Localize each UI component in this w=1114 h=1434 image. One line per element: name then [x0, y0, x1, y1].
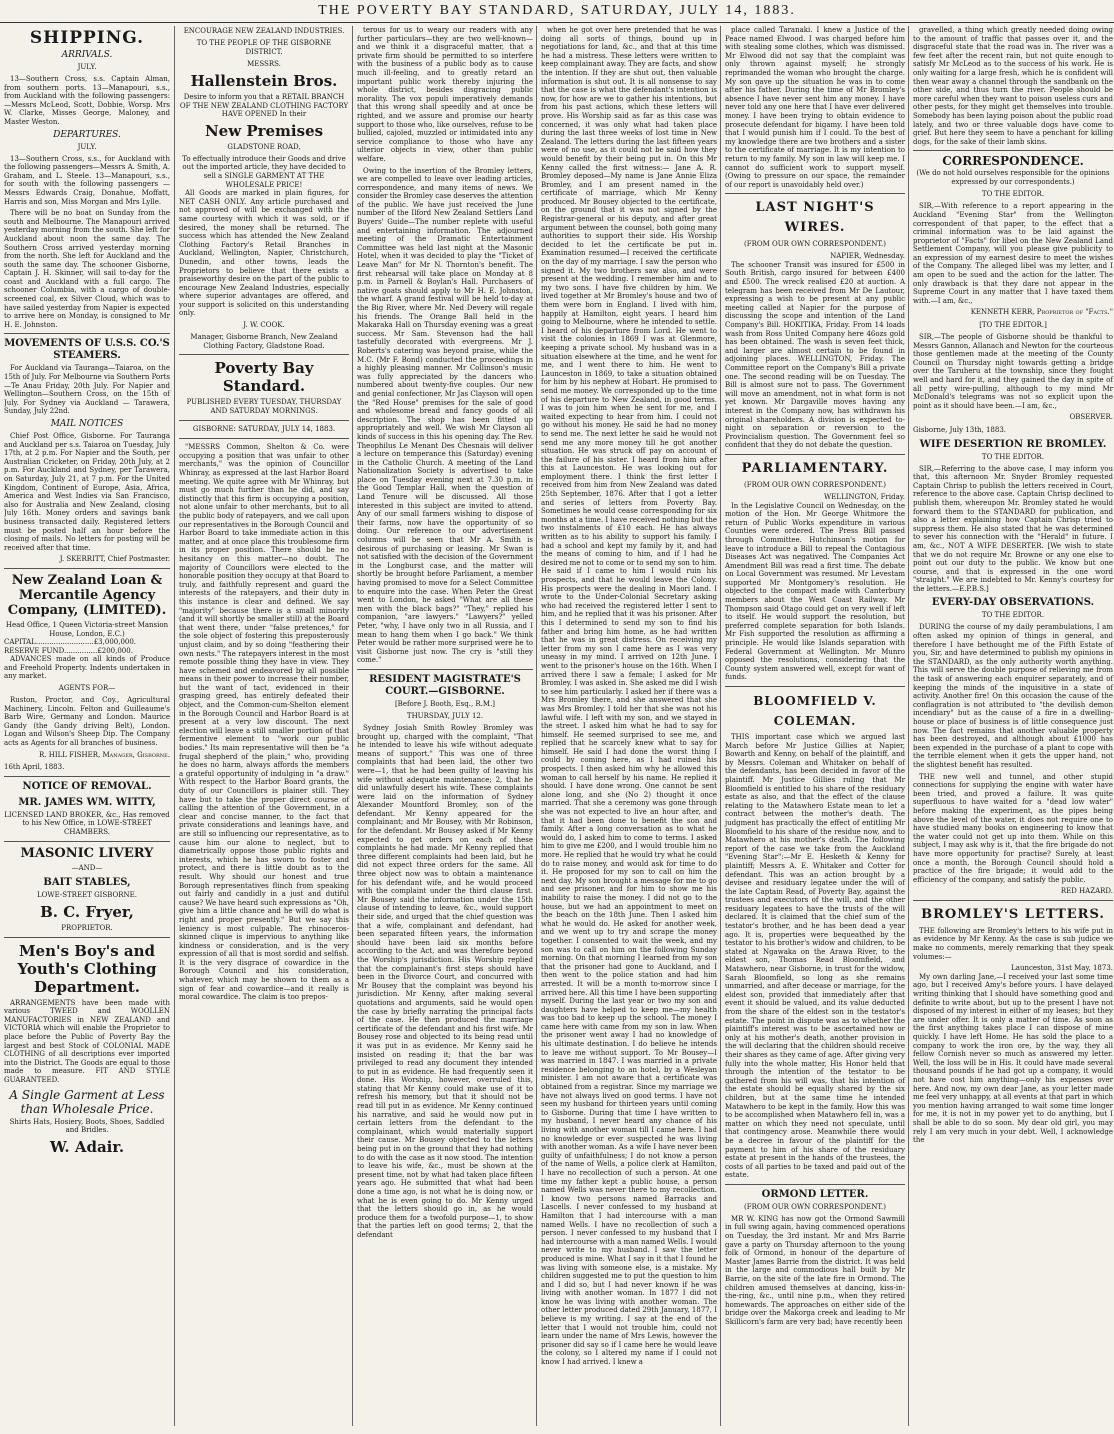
column-3 [352, 26, 537, 1426]
lnw-napier: NAPIER, Wednesday. [830, 252, 905, 261]
masonic-location: LOWE-STREET GISBORNE. [37, 890, 137, 899]
masonic-heading: MASONIC LIVERY [20, 845, 154, 861]
single-garment-heading: A Single Garment at Less than Wholesale Price. [9, 1087, 165, 1116]
postmaster: J. SKERRITT, Chief Postmaster. [59, 555, 170, 564]
editorial-continued: terous for us to weary our readers with any further particulars—they are two well-known—and we think it a disgraceful matter, that a private firm should be permitted to so interfere with the business of a public body as to cause much ill-feeling, and to greatly retard an important public work thereby injuring the whole district, besides disgracing public morality. The vox populi imperatively demands that this wrong shall speedily and at once be righted, and we assure and promise our hearty support to those who, like ourselves, refuse to be bullied, cajoled, muzzled or intimidated into any service compliance to those who have any ulterior objects in view, other than public welfare. [357, 26, 533, 163]
pbs-publication: PUBLISHED EVERY TUESDAY, THURSDAY AND SATURDAY MORNINGS. [186, 398, 342, 416]
corr2-signature: OBSERVER. [1069, 413, 1113, 422]
rm-court-heading: RESIDENT MAGISTRATE'S COURT.—GISBORNE. [369, 673, 521, 697]
divider [4, 568, 170, 569]
divider [179, 354, 349, 355]
adair-signature: W. Adair. [49, 1137, 125, 1156]
divider [913, 900, 1113, 901]
encourage-heading: ENCOURAGE NEW ZEALAND INDUSTRIES. [183, 27, 345, 35]
last-nights-wires-heading: LAST NIGHT'S WIRES. [755, 200, 875, 236]
mens-text: ARRANGEMENTS have been made with various TWEED and WOOLLEN MANUFACTORIES in NEW ZEALAND and VICTORIA which will enable the Proprietor to place before the Public of Poverty Bay the largest and best Stock of COLONIAL MADE CLOTHING of all descriptions ever imported into the District. The Goods are equal to those made to measure. FIT AND STYLE GUARANTEED. [4, 998, 170, 1084]
divider [357, 669, 533, 670]
news-items: Owing to the insertion of the Bromley letters, we are compelled to leave over leading articles, correspondence, and many items of news. We consider the Bromley case deserves the attention of the public. We have just received the June number of the Ilford New Zealand Settlers Land Buyers' Guide—The number replete with useful and entertaining information. The adjourned meeting of the Dramatic Entertainment Committee was held last night at the Masonic Hotel, when it was decided to play the "Ticket of Leave Man" for Mr N. Thornton's benefit. The first rehearsal will take place on Monday at 8 p.m. in Parnell & Boylan's Hall. Purchasers of native goats should apply to Mr H. E. Johnston, the wharf. A grand festival will be held to-day at the Big River, where Mr. Ned Devery will regale his friends. The Orange Ball held in the Makaraka Hall on Thursday evening was a great success. Mr Sam. Stevenson had the hall tastefully decorated with evergreens. Mr J. Roberts's catering was beyond praise, while the M.C. (Mr F. Bond) conducted the proceedings in a highly pleasing manner. Mr Collinson's music was fully appreciated by the dancers who numbered about twenty-five couples. Our new and genial confectioner, Mr Jas Clayson will open the "Red House" premises for the sale of good and wholesome bread and fancy goods of all description. The shop has been fitted up appropriately and well. We wish Mr Clayson all kinds of success in this his opening day. The Rev. Theophilus Le Menant Des Chesnais will deliver a lecture on temperance this (Saturday) evening in the Catholic Church. A meeting of the Land Nationalization Society is advertised to take place on Tuesday evening next at 7.30 p.m. in the Good Templar Hall, when the question of Land Tenure will be discussed. All those interested in this subject are invited to attend. Any of our small farmers wishing to dispose of their farms, now have the opportunity of so doing. Our reference to our advertisement columns will be seen that Mr A. Smith is desirous of purchasing or leasing. Mr Swan is not satisfied with the decision of the Government in the Longburst case, and the matter will shortly be brought before Parliament, a member having promised to move for a Select Committee to enquire into the case. When Peter the Great went to London, he asked "What are all these men with the black bags?" "They," replied his companion, "are lawyers." "Lawyers?" yelled Peter, "why, I have only two in all Russia, and I mean to hang them when I go back." We think Peter would be rather more surprised were he to visit Gisborne just now. The cry is "still they come." [357, 166, 533, 665]
witty-heading: MR. JAMES WM. WITTY, [18, 796, 156, 808]
corr-note: (We do not hold ourselves responsible for the opinions expressed by our correspondents.) [916, 169, 1110, 187]
ormond-text: MR W. KING has now got the Ormond Sawmill in full swing again, having commenced operations on Tuesday, the 3rd instant. Mr and Mrs Barrie gave a party on Thursday afternoon to the young folk of Ormond, in honour of the departure of Master James Barrie from the district. It was held in the large and commodious hall built by Mr Barrie, on the site of the late fire in Ormond. The children amused themselves at dancing, kiss-in-the-ring, &c., until nine p.m., when they retired homewards. The approaches on either side of the bridge over the Makorga creek and leading to Mr Skillicorn's farm are very bad; have recently been [725, 1214, 905, 1326]
nzloan-text: ADVANCES made on all kinds of Produce and Freehold Property. Indents undertaken in any market. [4, 655, 170, 681]
everyday-heading: EVERY-DAY OBSERVATIONS. [931, 597, 1095, 609]
capital-line: CAPITAL..........................£3,000,000. [4, 638, 137, 647]
bait-stables: BAIT STABLES, [43, 876, 131, 888]
arrivals-text: 13—Southern Cross, s.s. Captain Alman, from southern ports. 13—Manapouri, s.s., from Auckland with the following passengers:—Messrs McLeod, Scott, Dobbie, Worsp. Mrs W. Clarke, Misses George, Maloney, and Master Weston. [4, 75, 170, 126]
nzloan-office: Head Office, 1 Queen Victoria-street Mansion House, London, E.C.) [5, 620, 169, 638]
hazard-signature: RED HAZARD. [1060, 887, 1113, 896]
bloomfield-text: THIS important case which we argued last March before Mr Justice Gillies at Napier, Bowarth and Kenny, on behalf of the plaintiff, and by Messrs. Coleman and Whitaker on behalf of the defendants, has been decided in favor of the plaintiff. Mr Justice Gillies ruling that Mr Bloomfield is entitled to his share of the residuary estate as also, and that the effect of the clause relating to the Matawhero Estate mean to let a contract between the mother's death. The judgment has practically the effect of entitling Mr Bloomfield to his share of the residue now, and to Matawhero at his mother's death. The following report of the case we take from the Auckland "Evening Star":—Mr E. Hesketh & Kenny for plaintiff; Messrs A. E. Whitaker and Cotter for defendant. This was an action brought by a devisee and residuary legatee under the will of the late Captain Read, of Poverty Bay, against the trustees and executors of the will, and the other residuary legatees to have the trusts of the will declared. It is claimed that the chief sum of the testator's brother, and he has been dead a year ago. It is, properties were bequeathed by the testator to his brother's widow and children, to be stated at Ngawaka on the Arawa River, to the eldest son, Thomas Read Bloomfield, and Matawhero, near Gisborne, in trust for the widow, Sarah Bloomfield, so long as she remains unmarried, and after decease or marriage, for the eldest son, provided that immediately after that event it should be valued, and its value deducted from the share of the eldest son in the testator's estate. The point in dispute was as to whether the plaintiff's interest was to be ascertained now or only at his mother's death, another provision in the will declaring that the children should receive their shares as they came of age. After giving very fully into the whole matter, His Honor held that through the intention of the testator to be gathered from his will was, that his intention of the estate should be equally shared by the six children, but at the same time he intended Matawhero to be kept in the family. How this was to be accomplished when Matawhero fell in, was a matter on which they need not speculate, until that contingency arose. Meanwhile there would be a decree in favour of the plaintiff for the payment to him of his share of the residuary estate at present in the hands of the trustees, the costs of all parties to be taxed and paid out of the estate. [725, 733, 905, 1180]
single-garment-text: Shirts Hats, Hosiery, Boots, Shoes, Saddled and Bridles. [9, 1117, 165, 1135]
lnw-text: The schooner Transit was insured for £500 in South British, cargo insured for between £400 and £500. The wreck realised £20 at auction. A telegram has been received from Mr De Lautour, expressing a wish to be present at any public meeting called at Napier for the purpose of discussing the scope and intention of the Land Company's Bill. HOKITIKA, Friday. From 14 loads wash from Ross United Company here 46ozs gold has been obtained. The wash is seven feet thick, and larger are almost certain to be found in adjoining places. WELLINGTON, Friday. The Committee report on the Company's Bill a private one. The second reading will be on Tuesday. The Bill is almost sure not to pass. The Government will move an amendment, not in what form is not yet known. Mr Dargaville moves having any interest in the Company now, has withdrawn his original shareholders. A division is expected to-night on separation or reversion to the Provincialism question. The Government feel so confident that they do not debate the question. [725, 260, 905, 450]
arrivals-heading: ARRIVALS. [61, 50, 113, 60]
shipping-heading: SHIPPING. [29, 28, 145, 48]
divider [725, 1184, 905, 1185]
dateline: GISBORNE: SATURDAY, JULY 14, 1883. [192, 425, 336, 434]
hallenstein-heading: Hallenstein Bros. [190, 72, 338, 90]
divider [4, 841, 170, 842]
edo-to: TO THE EDITOR. [981, 611, 1045, 620]
agents-text: Ruston, Proctor, and Coy., Agricultural Machinery, Lincoln. Felton and Guilleaume's Barb Wire, Germany and London. Maurice Gandy (the Gandy driving Belt), London. Logan and Wilson's Sheep Dip. The Company acts as Agents for all branches of business. [4, 696, 170, 748]
parl-text: In the Legislative Council on Wednesday, on the motion of the Hon. Mr George Whitmore the return of Public Works expenditure in various Counties were ordered. The Press Bill passed through Committee. Hutchinson's motion for leave to introduce a Bill to repeal the Contagious Diseases Act was negatived. The Companies Act Amendment Bill was read a first time. The debate on Local Government was resumed. Mr Levestam supported Mr Montgomery's resolution. He objected to the compact made with Canterbury members about the West Coast Railway. Mr Thompson said Otago could get on very well if left to itself. He would support the resolution, but preferred complete separation for both Islands. Mr Fish supported the resolution as affirming a principle. He would like Islands separation with Federal Government at Wellington. Mr Munro opposed the resolutions, considering that the County system answered well, except for want of funds. [725, 501, 905, 682]
corr-signature: KENNETH KERR, Proprietor of "Facts." [970, 308, 1113, 317]
column-6 [908, 26, 1114, 1426]
wife-desertion-heading: WIFE DESERTION RE BROMLEY. [919, 438, 1107, 450]
ormond-sub: (FROM OUR OWN CORRESPONDENT.) [744, 1202, 886, 1211]
hazard-text: THE new well and tunnel, and other stupid connections for supplying the engine with water have been tried, and proved a failure. It was quite superfluous to have waited for a "dead low water" before making the experiment, as the pipes being above the level of the water, it does not require one to have studied many books on engineering to know that the water could not get up into them. While on this subject, I may ask why is it, that the fire brigade do not have more opportunity for practise? Surely, at least once a month, the Borough Council should hold a practice of the fire brigade; it would add to the efficiency of the company, and satisfy the public. [913, 772, 1113, 884]
to-people: TO THE PEOPLE OF THE GISBORNE DISTRICT. [196, 39, 332, 56]
arrivals-month: JULY. [77, 63, 97, 71]
shipping-notes: There will be no boat on Sunday from the south and Melbourne. The Manapouri arrived yesterday morning from the south. She left for Auckland about noon the same day. The Southern Cross arrived yesterday morning from the north. She left for Auckland and the south the same day. The schooner Gisborne, Captain J. H. Skinner, will sail to-day for the coast and Auckland with a full cargo. The schooner Columbia, with a cargo of double-screened coal, ex Silver Cloud, which was to have sailed yesterday from Napier is expected to arrive here on Monday, is consigned to Mr H. E. Johnston. [4, 209, 170, 329]
mail-heading: MAIL NOTICES [50, 419, 124, 429]
parl-date: WELLINGTON, Friday. [824, 492, 905, 501]
masonic-and: —AND— [71, 863, 103, 872]
parliamentary-heading: PARLIAMENTARY. [741, 460, 889, 476]
pbs-title: Poverty Bay Standard. [214, 359, 314, 396]
bloomfield-heading: BLOOMFIELD V. COLEMAN. [753, 694, 877, 728]
gladstone-road: GLADSTONE ROAD, [227, 142, 301, 151]
agents-heading: AGENTS FOR— [58, 684, 116, 693]
column-1 [4, 26, 174, 1426]
ormond-continued: gravelled, a thing which greatly needed doing owing to the amount of traffic that passes over it, and the disgraceful state that the road was in. The river was a few feet after the recent rain, but not quite enough to satisfy Mr McLeod as to the success of his work. He is only waiting for a large fresh, which he is confident will then wear away a channel through the sandbank on the other side, and thus turn the river. People should be more careful when they want to poison useless curs and other pests, for they might get themselves into trouble. Somebody has been laying poison about the public road lately, and two or three valuable dogs have come to grief. But here they seem to have a penchant for killing dogs, for the sake of their lamb skins. [913, 26, 1113, 146]
mens-heading: Men's Boy's and Youth's Clothing Department. [17, 941, 157, 996]
cook-signature: J. W. COOK. [243, 321, 285, 330]
divider [4, 333, 170, 334]
divider [725, 686, 905, 687]
divider [4, 776, 170, 777]
desire-text: Desire to inform you that a RETAIL BRANCH OF THE NEW ZEALAND CLOTHING FACTORY HAVE OPENED In their [179, 93, 349, 119]
departures-heading: DEPARTURES. [53, 129, 121, 140]
bromley-text: My own darling Jane,—I received your last some time ago, but I received Amy's before yours. I have delayed writing thinking that I should have something good and definite to write about, but up to the present I have not disposed of my interest in either of my leases; but they are under offer. It is only a matter of time. As soon as the first anything takes place I can dispose of mine quickly. I have left Home. He has sold the place to a company to work the iron ore, by the way, they all fellow Cornish never so much as answered my letter. Well, the loss will be in His. It could have made several thousand pounds if he had got up a company, it would not have cost him anything—only his expenses over here. And now, my own dear Jane, as your letter made me feel very unhappy, at all events at that part in which you mention having arranged to wait some time longer for me, it is not in my power yet to do anything, but I shall be able to do so soon. My dear old girl, you may rely I am very much in your debt. Well, I acknowledge the [913, 972, 1113, 1145]
parl-sub: (FROM OUR OWN CORRESPONDENT.) [744, 480, 886, 489]
divider [4, 937, 170, 938]
fryer-heading: B. C. Fryer, [40, 902, 134, 921]
messrs: MESSRS. [247, 60, 281, 68]
movements-text: For Auckland via Tauranga—Taiaroa, on the 15th of July. For Melbourne via Southern Ports—Te Anau Friday, 20th July. For Napier and Wellington—Southern Cross, on the 15th of July. For Sydney via Auckland — Tarawera, Sunday, July 22nd. [4, 364, 170, 416]
column-5 [720, 26, 909, 1426]
bromley-date: Launceston, 31st May, 1873. [1011, 964, 1113, 973]
effect-text: To effectually introduce their Goods and drive out the imported article, they have decided to sell a SINGLE GARMENT AT THE WHOLESALE PRICE! [182, 154, 346, 189]
divider [725, 454, 905, 455]
new-premises-heading: New Premises [204, 121, 324, 140]
column-4 [536, 26, 721, 1426]
court-continued-2: place called Taranaki. I knew a Justice of the Peace named Elwood. I was charged before him with stealing some clothes, which was dismissed. Mr Elwood did not say that the complaint was only thrown against myself; he strongly reprimanded the woman who brought the charge. My son gave up the situation he was in to come after his father. During the time of Mr Bromley's absence I have never sent him any money. I have never told any one here that I have ever delivered money. I have been trying to obtain evidence to prosecute defendant for bigamy. I have been told that I would punish him if I could. To the best of my knowledge there are two brothers and a sister to the certificate of marriage. It is my intention to return to my family. My son in law will keep me. I cannot do sufficient work to support myself. (Owing to pressure on our space, the remainder of our report is unavoidably held over.) [725, 26, 905, 189]
nzloan-heading: New Zealand Loan & Mercantile Agency Company, (LIMITED). [7, 572, 167, 618]
column-2 [174, 26, 353, 1426]
fisher-date: 16th April, 1883. [4, 763, 65, 772]
wd-to: TO THE EDITOR. [981, 452, 1045, 461]
divider [913, 150, 1113, 151]
correspondence-heading: CORRESPONDENCE. [942, 154, 1084, 169]
witty-text: LICENSED LAND BROKER, &c., Has removed to his New Office, in LOWE-STREET CHAMBERS. [4, 810, 170, 836]
bromley-intro: THE following are Bromley's letters to his wife put in as evidence by Mr Kenny. As the case is sub judice we make no comments, merely remarking that they speak volumes:— [913, 926, 1113, 961]
bromley-letters-heading: BROMLEY'S LETTERS. [921, 906, 1105, 922]
removal-heading: NOTICE OF REMOVAL. [22, 780, 152, 792]
masthead: THE POVERTY BAY STANDARD, SATURDAY, JULY 14, 1883. [0, 0, 1114, 23]
mail-text: Chief Post Office, Gisborne. For Tauranga and Auckland per s.s. Taiaroa on Tuesday, July 17th, at 2 p.m. For Napier and the South, per Australian Cricketer, on Friday, 20th July, at 2 p.m. For Auckland and Sydney, per Tarawera, on Saturday, July 21, at 7 p.m. For the United Kingdom, Continent of Europe, Asia, Africa, America and West Indies via San Francisco, also for Australia and New Zealand, closing July 16th. Money orders and savings bank business transacted daily. Registered letters must be posted half an hour before the closing of mails. No letters for posting will be received after that time. [4, 432, 170, 552]
corr2-text: SIR,—The people of Gisborne should be thankful to Messrs Gannon, Allanach and Newton for the courteous those gentlemen made at the meeting of the County Council on Thursday night towards getting a bridge over the Taruheru at the township, since they fought well and hard for it, and they gained the day in spite of all petty wire-pulling, although to my mind Mr McDonald's telegrams was not so explicit upon the point as it should have been.—I am, &c., [913, 333, 1113, 410]
lnw-sub: (FROM OUR OWN CORRESPONDENT.) [744, 240, 886, 249]
wd-text: SIR,—Referring to the above case, I may inform you that, this afternoon Mr. Snyder Bromley requested Captain Chrisp to publish the letters received in Court, reference to the above case. Captain Chrisp declined to publish them, whereupon Mr. Bromley stated he would forward them to the STANDARD for publication, and also a letter explaining how Captain Chrisp tried to suppress them. He also stated that he was determined to sever his connection with the "Herald" in future. I am, &c., NOT A WIFE DESERTER. [We wish to state that we do not require Mr. Browne or any one else to point out our duty to the public. We know but one course, and that is expressed in the one word "straight." We are indebted to Mr. Kenny's courtesy for the letters.—E.P.B.S.] [913, 464, 1113, 593]
corr2-date: Gisborne, July 13th, 1883. [913, 425, 1007, 434]
editorial-text: "MESSRS Common, Shelton & Co. were occupying a position that was unfair to other merchants," was the opinion of Councillor Whinray, as expressed at the last Harbor Board meeting. We quite agree with Mr Whinray, but must go much further than he did, and say distinctly that this firm is occupying a position, not alone unfair to other merchants, but to all the public body of ratepayers, and we call upon our representatives in the Borough Council and Harbor Board to take immediate action in this matter, and at once place this troublesome firm in its proper position. There should be no hesitancy on this matter—no doubt. The majority of Councillors were elected to the honorable position they occupy at that Board to truly, and faithfully represent and guard the interests of the ratepayers, and their duty in this instance is clear and defined. We say "majority" because there is a small minority (and it will shortly be smaller still) at the Board that went there, under "false pretences," for the sole object of fostering this preposterously unjust claim, and by so doing "feathering their own nests." The ratepayers interest in the most remote possible thing they have in view. They have schemed and endeavored by all possible means in their power to increase their number, but the want of tact, evidenced in their grasping greed, has entirely defeated their object, and the Common-cum-Shelton element in the Borough Council and Harbor Board is at present at a very low discount. The next election will leave a still smaller portion of that fermentive element to "work our public bodies." Its main representative will then be "a frugal shepherd of the plain," who, providing he does no harm, always affords the members a grateful opportunity of indulging in "a draw." With respect to the Harbor Board grants, the duty of our Councillors is plainer still. They have but to take the proper direct course of calling the attention of the Government, in a clear and concise manner, to the fact that private considerations and leanings have, and are still so influencing our representative, as to cause him our alone to neglect, but to diametrically oppose those public rights and interests, which he has sworn to foster and protect, and there is little doubt as to the result. Why should our honest and true Borough representatives flinch from speaking out fairly and candidly in a just and dutiful cause? We have heard such expressions as "Oh, give him a little chance and he will do what is right and proper presently." But we say this leniency is most culpable. The rhinoceros-skinned clique is impervious to anything like kindness or consideration, and is the very expression of all that is most sordid and selfish. It is the very disgrace of cowardice in the Borough Council and his consideration, whatever, which may be shown to them as a sign of fear and cowardice—and it really is moral cowardice. The claim is too prepos- [179, 443, 349, 1002]
rm-court-text: Sydney Josiah Smith Rowley Bromley was brought up, charged with the complaint, "That he intended to leave his wife without adequate means of support." This was one of three complaints that had been laid, the other two were—1, that he had been guilty of leaving his wife without adequate maintenance; 2, that he did unlawfully desert his wife. These complaints were laid on the information of Sydney Alexander Mountford Bromley, son of the defendant. Mr Kenny appeared for the complainant; and Mr Bousey, with Mr Robinson, for the defendant. Mr Bousey asked if Mr Kenny expected to get orders on each of these complaints he had made. Mr Kenny replied that three different complaints had been laid, but he did not expect three orders for the same. All three object now was to obtain a maintenance for his defendant wife, and he would proceed with the complaint under the third clause first. Mr Bousey said the information under the 15th clause of intending to leave, &c., would support their side, and urged that the chief question was that a wife, complainant and defendant, had been separated fifteen years, the information should have been laid six months before according to the Act, and was therefore beyond the Worship's jurisdiction. His Worship replied that the complainant's first steps should have been in the Divorce Court, and concurred with Mr Bousey that the complaint was beyond his jurisdiction. Mr Kenny, after making several quotations and arguments, said he would open the case by briefly narrating the principal facts of the case. He then produced the marriage certificate of the defendant and his first wife. Mr Bousey rose and objected to its being read until it was put in as evidence. Mr Kenny said he insisted on reading it; that the bar was privileged to read any document they intended to put in as evidence. He had frequently seen it done. His Worship, however, overruled this, stating that Mr Kenny could make use of it to refresh his memory, but that it should not be read till put in as evidence. Mr Kenny continued his narrative, and said he would now put in certain letters from the defendant to the complainant, which would materially support their cause. Mr Bousey objected to the letters being put in on the ground that they had nothing to do with the case as it now stood. The intention to leave his wife, &c., must be shown at the present time, not by what had taken place fifteen years ago. He submitted that what had been done a time ago, is not what he is doing now, or what he is even going to do. Mr Kenny urged that the letters should go in, as he would produce them for a twofold purpose—1, to show that the parties left on good terms; 2, that the defendant [357, 723, 533, 1239]
divider [179, 438, 349, 439]
edo-text: DURING the course of my daily perambulations, I am often asked my opinion of things in general, and therefore I have bethought me of the Fifth Estate of you, Sir, and have determined to publish my opinions in the STANDARD, as the only authority worth anything. This will serve the double purpose of relieving me from the task of answering each enquirer separately, and of keeping the minds of the inquisitive in a state of activity. Another fire! On this occasion the cause of the conflagration is not attributed to "the devilish demon incendiary" but as the cause of a fire in a dwelling-house or place of business is of little consequence just now. The fact remains that another valuable property has been destroyed, and although about £1000 has been expended in the purchase of a plant to cope with the terrible element when it gets the upper hand, not the slightest benefit has resulted. [913, 623, 1113, 769]
divider [725, 193, 905, 194]
divider [179, 420, 349, 421]
departures-month: JULY. [77, 142, 97, 151]
cook-role: Manager, Gisborne Branch, New Zealand Clothing Factory, Gladstone Road. [190, 333, 338, 350]
corr2-to: [TO THE EDITOR.] [979, 321, 1047, 330]
rm-day: THURSDAY, JULY 12. [406, 711, 484, 720]
corr-text: SIR,—With reference to a report appearing in the Auckland "Evening Star" from the Wellington correspondent of that paper, to the effect that a criminal information was to be laid against the proprietor of "Facts" for libel on the New Zealand Land Settlement Company, will you please give publicity to an expression of my earnest desire to meet the wishes of the Company. The alleged libel was my letter, and I am open to be sued and the action for the latter. The only drawback is that they dare not appear in the Supreme Court in any matter that I have taxed them with.—I am, &c., [913, 202, 1113, 305]
departures-text: 13—Southern Cross, s.s., for Auckland with the following passengers—Messrs A. Smith, A. Graham, and L. Steele. 13—Manapouri, s.s., for south with the following passengers — Messrs Edwards Craig, Donahue, Moffatt, Harris and son, Miss Morgan and Mrs Lylle. [4, 154, 170, 206]
rm-before: [Before J. Booth, Esq., R.M.] [394, 699, 496, 708]
fisher-signature: R. HILL FISHER, Manager, Gisborne. [39, 750, 170, 759]
reserve-line: RESERVE FUND...............£200,000. [4, 646, 133, 655]
court-continued: when he got over here pretended that he was doing all sorts of things, bound up in negotiations for land, &c., and that at this time he had a mistress. These letters were written to keep complainant away. They are facts, and show the intention. If they are shut out, then valuable information is shut out. It is all nonsense to say that the case is what the defendant's intention is now, for how are we to gather his intentions, but from his past actions, which these letters will prove. His Worship said as far as this case was concerned, it was only what had taken place during the last three weeks of lost time in New Zealand. The letters during the last fifteen years were of no use, as it could not be said how they would benefit by their being put in. On this Mr Kenny called the first witness:— Jane A. R. Bromley deposed—My name is Jane Annie Eliza Bromley, and I am present named in the certificate of marriage, which Mr Kenny produced. Mr Bousey objected to the certificate, on the ground that it was not signed by the Registrar-general or his deputy, and after great argument between the counsel, both going many authorities to support their side. His Worship decided to let the certificate be put in. Examination resumed—I received the certificate on the day of my marriage. I saw the person who signed it. My two brothers saw also, and were present at the wedding. I remember him and to my two sons. I have five children by him. We lived together at Mr Bromley's house and two of them were born in England. I lived with him, happily at Hamilton, eight years. I heard him going to Melbourne, where he intended to settle. I heard of his departure from Lord. He went to visit the colonies in 1869 I was at Glenmore, keeping a private school. My husband was in a situation elsewhere at the time, and he went for me, and I went there to him. He went to Launceston in 1869, to take a situation obtained for him by his nephew at Hobart. He promised to send me money. We corresponded up to the time of his departure to New Zealand, in good terms. I was to join him when he sent for me, and I waited expecting to hear from him. I could not go without his money. He said he had no money to send me. The next letter he said he would not send me any more money till he got another situation. He was struck off pay on account of the failure of his sister. I heard from him after this at Launceston. He was looking out for employment there. I think the first letter I received from him from New Zealand was dated 25th September, 1876. After that I got a letter and series of letters from Poverty Bay. Sometimes he would cease corresponding for six months at a time. I have received nothing but the two instalments of £10 each. He has always written as to his ability to support his family. I had a school and kept my family by it, and had the means of coming to him, and if I had he desired me not to come or to send my son to him. He said if I came to him I would ruin his prospects, and that he would leave the Colony. His prospects were the dealing in Maori land. I wrote to the Under-Colonial Secretary asking who had received the registered letter I sent to him, and he replied that it was his prisoner. After this I determined to send my son to find his father and bring him home, as he had written that he was in great distress. On receiving my letter from my son I came here as I was very uneasy in my mind. I arrived on 12th June. I went to the prisoner's house on the 16th. When I arrived there I saw a female; I asked for Mr Bromley. I was asked in. She asked me did I wish to see him particularly. I asked her if there was a Mrs Bromley there, and she answered that she was Mrs Bromley. I told her that she was not his lawful wife. I left with my son, and we stayed in the street. I asked him what he had to say for himself. He seemed surprised to see me, and replied that he scarcely knew what to say for himself. He said I had done the worst thing I could by coming here, as I had ruined his prospects. I then asked him why he allowed this woman to call herself by his name. He replied it should. I have done wrong. One cannot be sent alone long, and she (No 2) thought it once married. That she a ceremony was gone through she was not expected to live an hour after, and that it had been done to benefit the son and family. After a long conversation as to what he would do, I asked him to come to terms. I asked him to give me £200, and I would trouble him no more. He replied that he would try what he could do to raise money, and would ask for time to do it. He proposed for my son to call on him the next day. My son brought a message for me to go and see prisoner, and for him to show me his inability to raise the money. I did not go to the house, but we had an appointment to meet on the beach on the 18th June. Then I asked him what he would do. He asked for another week, and we went up to try and scrape the money together. I consented to wait the week, and my son was to call on him on the following Sunday morning. On that morning I learned from my son that the prisoner had gone to Auckland, and I then went to the police station and had him arrested. It will be a month to-morrow since I arrived here. All this time I have been supporting myself. During the last year or two my son and daughters have helped to keep me—my health was too bad to keep up the school. The money I came here with came from my son in law. When the prisoner went away I had no knowledge of his ultimate destination. I do believe he intends to leave me without support. To Mr Bousey—I was married in 1847. I was married in a private residence belonging to an hotel, by a Wesleyan minister. I am not aware that a certificate was obtained from a registrar. Since my marriage we have not always lived on good terms. I have not seen my husband for thirteen years until coming to Gisborne. During that time I have written to my husband, I never heard any chance of his living with another woman till I came here. I had no knowledge or ever suspected he was living with another woman. As a wife I have never been guilty of unfaithfulness; I do not know a person of the name of Wells, a police clerk at Hamilton, I have no recollection of such a person. At one time my father kept a public house, a person named Wells was never there to my recollection. I know two persons named Barracks and Lascells. I never confessed to my husband at Hamilton that I had intercourse with a man named Wells. I have no recollection of such a person. I never confessed to my husband that I had intercourse with a man named Wells. I would never write to my husband. I saw the letter produced is mine. What I say in it that I found he was living with someone else, is a mistake. My children suggested me to put the question to him and I did so, but I had never known if he was living with another woman. In 1877 I did not know he was living with another woman. The other letter produced dated 29th January, 1877, I believe is my writing. I say at the end of the letter that I would not trouble him, could not learn under the name of Mrs Lewis, however the prisoner did say so if I came here he would leave the colony, so I altered my name if I could not know I had arrived. I knew a [541, 26, 718, 1367]
ormond-heading: ORMOND LETTER. [761, 1188, 869, 1200]
goods-text: All Goods are marked in plain figures, for NET CASH ONLY. Any article purchased and not approved of will be exchanged with the same courtesy with which it was sold, or if desired, the money shall be returned. The success which has attended the New Zealand Clothing Factory's Retail Branches in Auckland, Wellington, Napier, Christchurch, Dunedin, and other towns, leads the Proprietors to believe that there exists a praiseworthy desire on the part of the public to encourage New Zealand Industries, especially where superior advantages are offered, and your support is solicited on this understanding only. [179, 189, 349, 318]
movements-heading: MOVEMENTS OF U.S.S. CO.'S STEAMERS. [4, 338, 170, 362]
fryer-role: PROPRIETOR. [61, 923, 113, 932]
corr-to: TO THE EDITOR. [981, 190, 1045, 199]
